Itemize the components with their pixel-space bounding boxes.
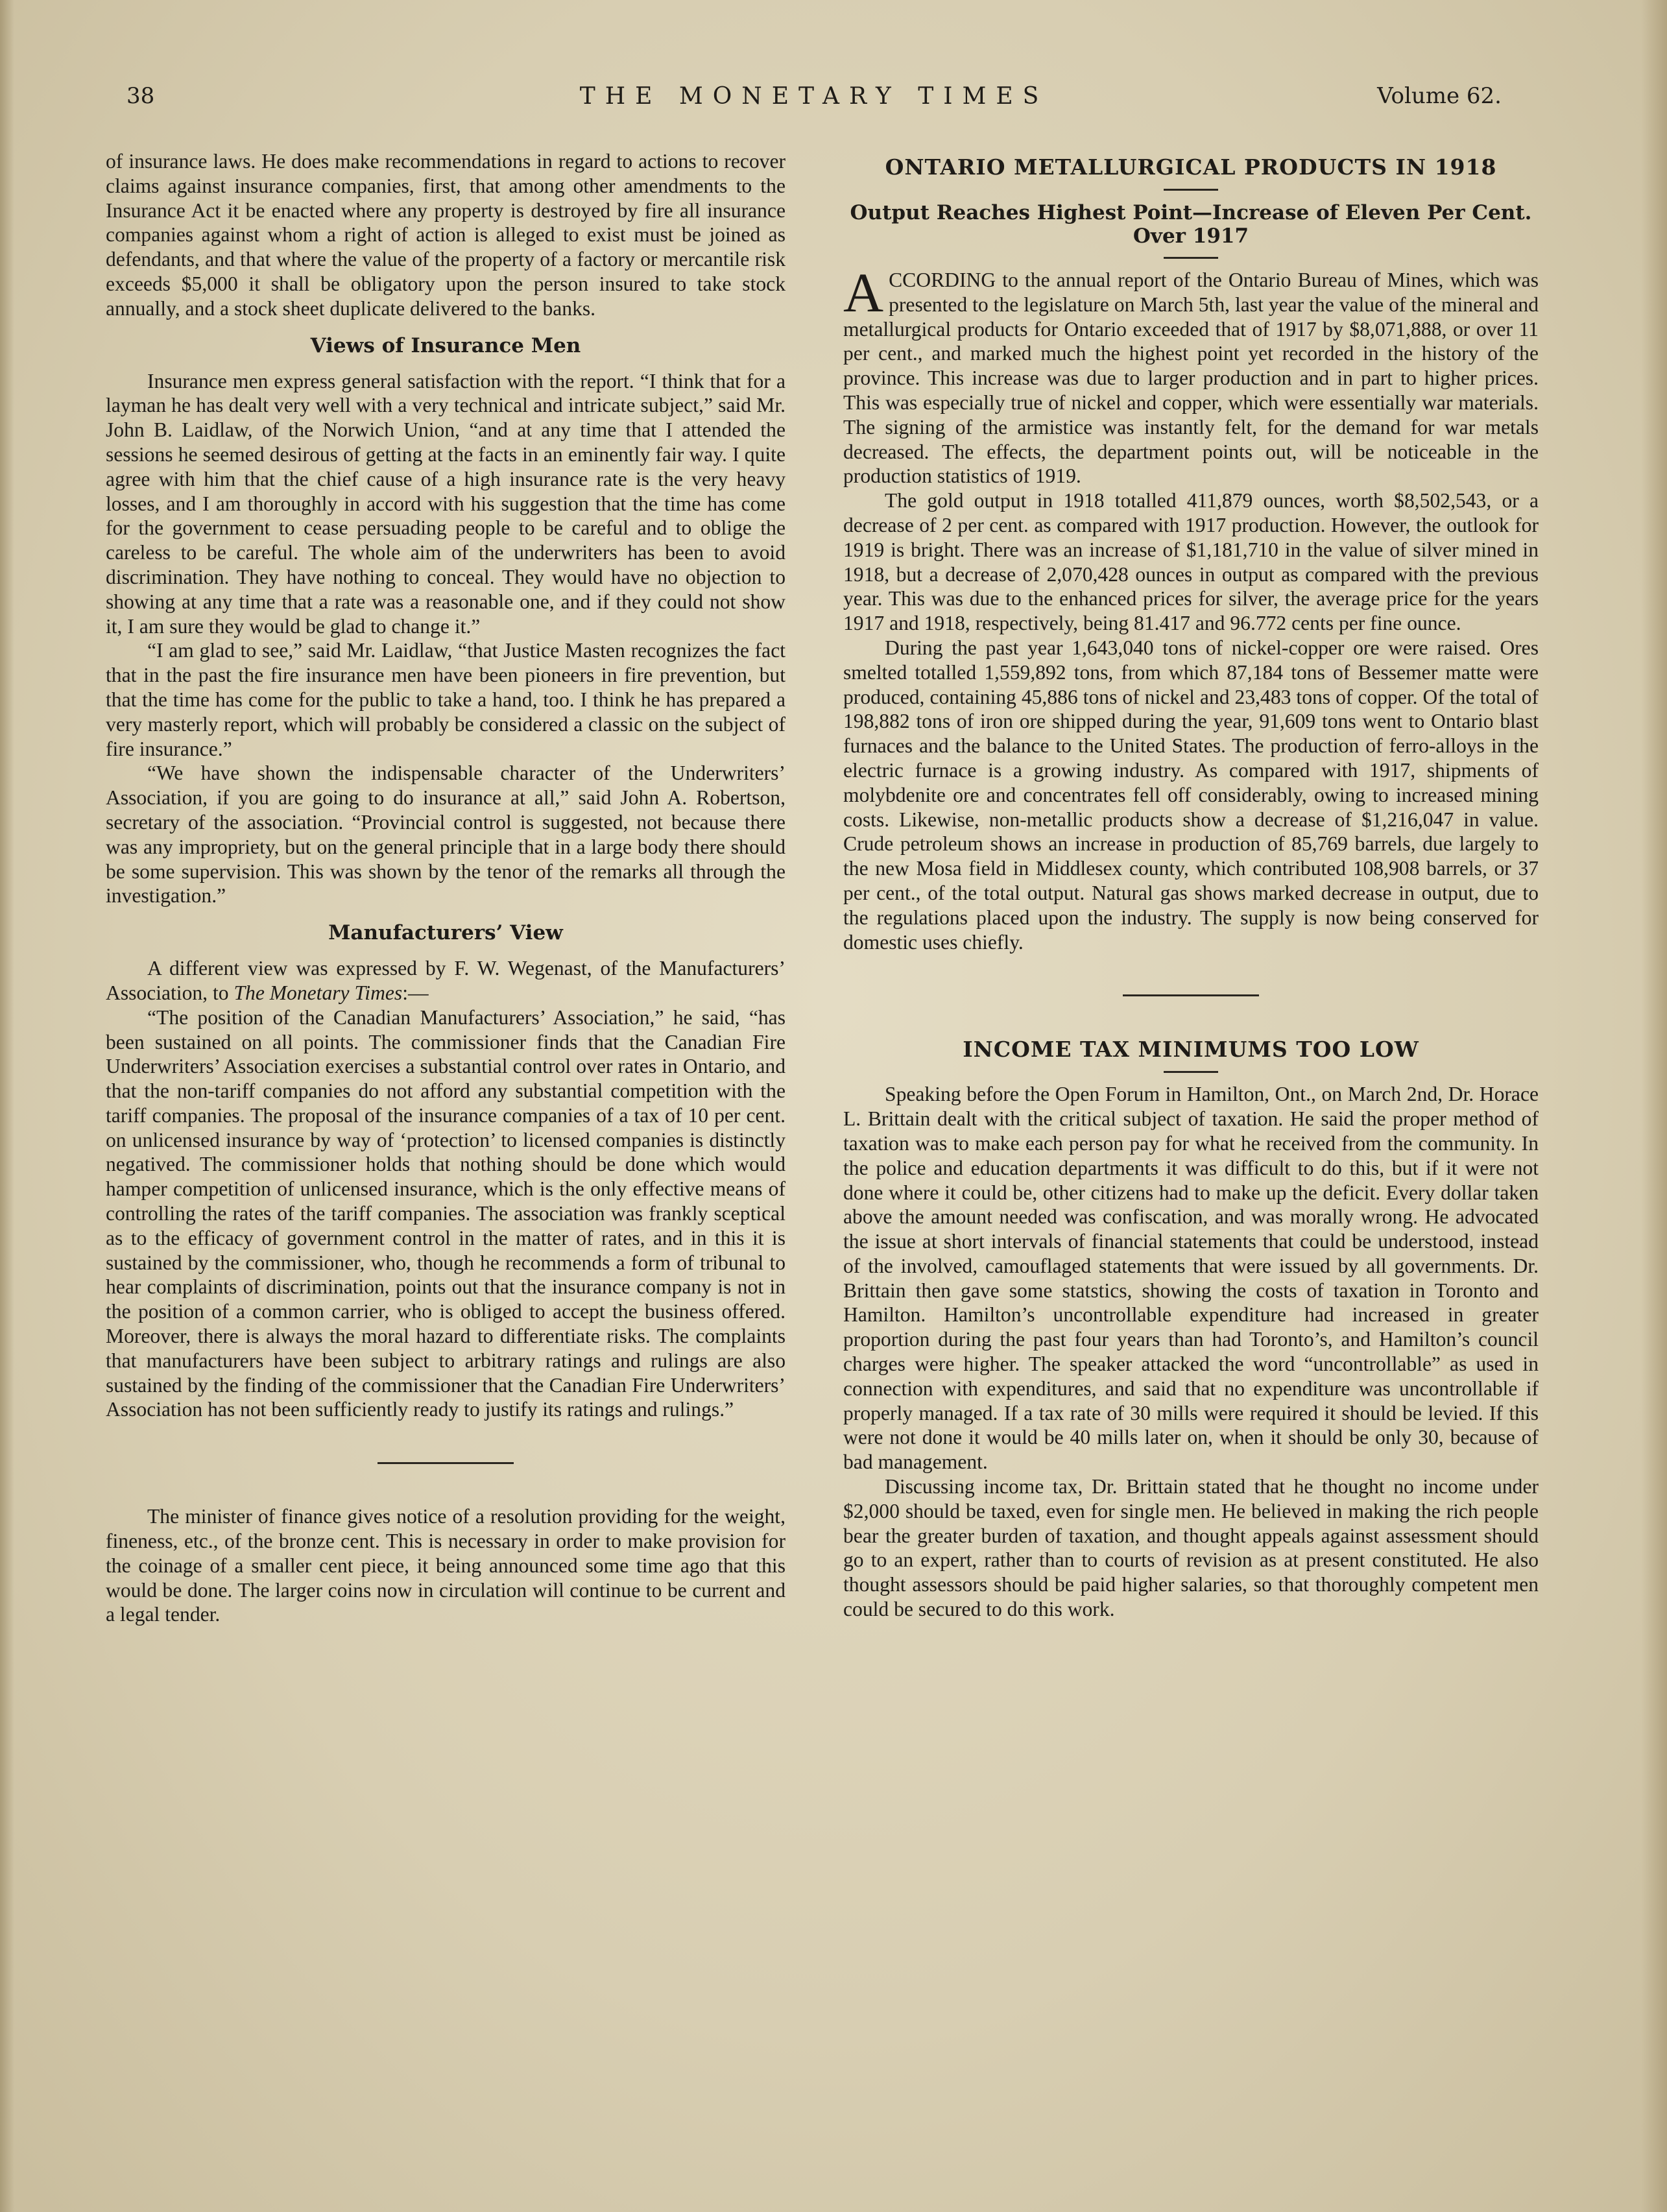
- paragraph: of insurance laws. He does make recommendations in regard to actions to recover claims against insurance companies, first, that among other amendments to the Insurance Act it be enacted where any property is destroyed by fire all insurance companies against whom a right of action is alleged to exist must be joined as defendants, and that where the value of the property of a factory or mercantile risk exceeds $5,000 it shall be obligatory upon the person insured to take stock annually, and a stock sheet duplicate delivered to the banks.: [106, 150, 786, 320]
- article-deck: Output Reaches Highest Point—Increase of Eleven Per Cent. Over 1917: [850, 201, 1532, 248]
- paragraph: The gold output in 1918 totalled 411,879 ounces, worth $8,502,543, or a decrease of 2 per cent. as compared with 1917 production. However, the outlook for 1919 is bright. There was an increase of $1,181,710 in the value of silver mined in 1918, but a decrease of 2,070,428 ounces in output as compared with the previous year. This was due to the enhanced prices for silver, the average price for the years 1917 and 1918, respectively, being 81.417 and 96.772 cents per fine ounce.: [843, 489, 1539, 635]
- deck-rule: [1164, 257, 1218, 259]
- lead-paragraph: ACCORDING to the annual report of the Ontario Bureau of Mines, which was presented to the legislature on March 5th, last year the value of the mineral and metallurgical products for Ontario exceeded that of 1917 by $8,071,888, or over 11 per cent., and marked much the highest point yet recorded in the history of the province. This increase was due to larger production and in part to higher prices. This was especially true of nickel and copper, which were essentially war materials. The signing of the armistice was instantly felt, for the demand for war metals decreased. The effects, the department points out, will be noticeable in the production statistics of 1919.: [843, 261, 1539, 488]
- subheading-views: Views of Insurance Men: [310, 333, 581, 357]
- separator-rule: [378, 1462, 514, 1464]
- article-title-income-tax: INCOME TAX MINIMUMS TOO LOW: [963, 1037, 1419, 1063]
- page-edge-left: [0, 0, 14, 2212]
- paragraph: Discussing income tax, Dr. Brittain stated that he thought no income under $2,000 should be taxed, even for single men. He believed in making the rich people bear the greater burden of taxation, and thought appeals against assessment should go to an expert, rather than to courts of revision as at present constituted. He also thought assessors should be paid higher salaries, so that thoroughly competent men could be secured to do this work.: [843, 1475, 1539, 1621]
- publication-title: The Monetary Times: [234, 981, 403, 1004]
- title-rule: [1164, 189, 1218, 191]
- paragraph: During the past year 1,643,040 tons of nickel-copper ore were raised. Ores smelted totalled 1,559,892 tons, from which 87,184 tons of Bessemer matte were produced, containing 45,886 tons of nickel and 23,483 tons of copper. Of the total of 198,882 tons of iron ore shipped during the year, 91,609 tons went to Ontario blast furnaces and the balance to the United States. The production of ferro-alloys in the electric furnace is a growing industry. As compared with 1917, shipments of molybdenite ore and concentrates fell off considerably, owing to increased mining costs. Likewise, non-metallic products show a decrease of $1,216,047 in value. Crude petroleum shows an increase in production of 85,769 barrels, due largely to the new Mosa field in Middlesex county, which contributed 108,908 barrels, or 37 per cent., of the total output. Natural gas shows marked decrease in output, due to the regulations placed upon the industry. The supply is now being conserved for domestic uses chiefly.: [843, 636, 1539, 954]
- paragraph: “I am glad to see,” said Mr. Laidlaw, “that Justice Masten recognizes the fact that in the past the fire insurance men have been pioneers in fire prevention, but that the time has come for the public to take a hand, too. I think he has prepared a very masterly report, which will probably be considered a classic on the subject of fire insurance.”: [106, 639, 786, 760]
- page-edge-right: [1641, 0, 1667, 2212]
- volume-label: Volume 62.: [1377, 83, 1502, 109]
- text-run: A different view was expressed by F. W. Wegenast, of the Manufacturers’ Association, to: [106, 957, 786, 1004]
- masthead: THE MONETARY TIMES: [579, 83, 1049, 110]
- paragraph: [106, 956, 786, 1005]
- page-number: 38: [126, 83, 155, 109]
- paragraph: Insurance men express general satisfaction with the report. “I think that for a layman he has dealt very well with a very technical and intricate subject,” said Mr. John B. Laidlaw, of the Norwich Union, “and at any time that I attended the sessions he seemed desirous of getting at the facts in an eminently fair way. I quite agree with him that the chief cause of a high insurance rate is the very heavy losses, and I am thoroughly in accord with his suggestion that the time has come for the government to cease persuading people to be careful and to oblige the careless to be careful. The whole aim of the underwriters has been to avoid discrimination. They have nothing to conceal. They would have no objection to showing at any time that a rate was a reasonable one, and if they could not show it, I am sure they would be glad to change it.”: [106, 369, 786, 638]
- subheading-manufacturers: Manufacturers’ View: [328, 921, 563, 945]
- paragraph: Speaking before the Open Forum in Hamilton, Ont., on March 2nd, Dr. Horace L. Brittain dealt with the critical subject of taxation. He said the proper method of taxation was to make each person pay for what he received from the community. In the police and education departments it was difficult to do this, but if it were not done where it could be, other citizens had to make up the deficit. Every dollar taken above the amount needed was confiscation, and was morally wrong. He advocated the issue at short intervals of financial statements that could be understood, instead of the involved, camouflaged statements that were issued by all governments. Dr. Brittain then gave some statstics, showing the costs of taxation in Toronto and Hamilton. Hamilton’s uncontrollable expenditure had increased in greater proportion during the past four years than had Toronto’s, and Hamilton’s council charges were higher. The speaker attacked the word “uncontrollable” as used in connection with expenditures, and said that no expenditure was uncontrollable if properly managed. If a tax rate of 30 mills were required it should be levied. If this were not done it would be 40 mills later on, when it should be only 30, because of bad management.: [843, 1083, 1539, 1474]
- paragraph: “We have shown the indispensable character of the Underwriters’ Association, if you are going to do insurance at all,” said John A. Robertson, secretary of the association. “Provincial control is suggested, not because there was any impropriety, but on the general principle that in a large body there should be some supervision. This was shown by the tenor of the remarks all through the investigation.”: [106, 762, 786, 908]
- left-column: [106, 149, 786, 1627]
- separator-rule: [1123, 994, 1259, 996]
- article-title-metallurgical: ONTARIO METALLURGICAL PRODUCTS IN 1918: [885, 154, 1497, 180]
- running-header: [126, 83, 1502, 122]
- title-rule: [1164, 1071, 1218, 1073]
- text-run: :—: [402, 981, 429, 1004]
- right-column: [843, 149, 1539, 1622]
- paragraph: “The position of the Canadian Manufacturers’ Association,” he said, “has been sustained on all points. The commissioner finds that the Canadian Fire Underwriters’ Association exercises a substantial control over rates in Ontario, and that the non-tariff companies do not afford any substantial competition with the tariff companies. The proposal of the insurance companies of a tax of 10 per cent. on unlicensed insurance by way of ‘protection’ to licensed companies is distinctly negatived. The commissioner holds that nothing should be done which would hamper competition of unlicensed insurance, which is the only effective means of controlling the rates of the tariff companies. The association was frankly sceptical as to the efficacy of government control in the matter of rates, and in this it is sustained by the commissioner, who, though he recommends a form of tribunal to hear complaints of discrimination, points out that the insurance company is not in the position of a common carrier, who is obliged to accept the business offered. Moreover, there is always the moral hazard to differentiate risks. The complaints that manufacturers have been subject to arbitrary ratings and rulings are also sustained by the finding of the commissioner that the Canadian Fire Underwriters’ Association has not been sufficiently ready to justify its ratings and rulings.”: [106, 1005, 786, 1421]
- paragraph: The minister of finance gives notice of a resolution providing for the weight, fineness, etc., of the bronze cent. This is necessary in order to make provision for the coinage of a smaller cent piece, it being announced some time ago that this would be done. The larger coins now in circulation will continue to be current and a legal tender.: [106, 1505, 786, 1626]
